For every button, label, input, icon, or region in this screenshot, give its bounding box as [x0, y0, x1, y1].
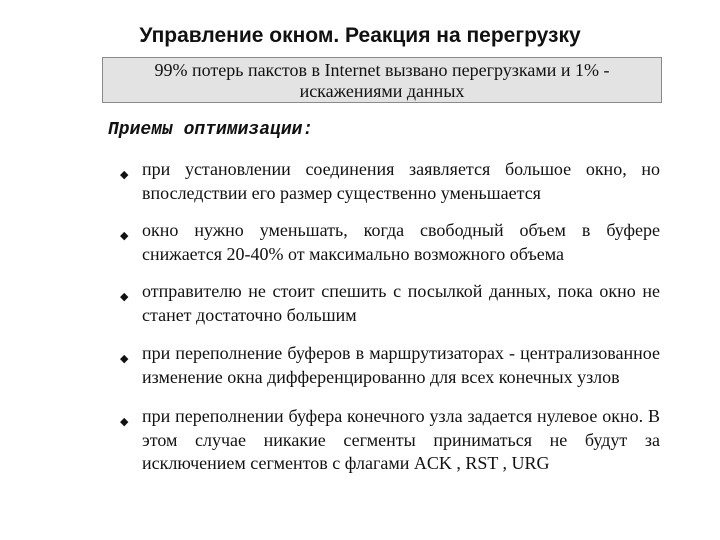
callout-box: [102, 57, 662, 103]
diamond-bullet-icon: ◆: [120, 290, 129, 303]
list-item-text: окно нужно уменьшать, когда свободный объем в буфере снижается 20-40% от максимально возможного объема: [142, 220, 660, 264]
subheading: Приемы оптимизации:: [108, 120, 314, 140]
bullet-list: [118, 158, 660, 476]
list-item-text: отправителю не стоит спешить с посылкой данных, пока окно не станет достаточно большим: [142, 281, 660, 325]
list-item: [118, 158, 660, 205]
diamond-bullet-icon: ◆: [120, 415, 129, 428]
callout-line-1: 99% потерь пакстов в Internet вызвано перегрузками и 1% -: [154, 60, 610, 80]
list-item: [118, 342, 660, 389]
diamond-bullet-icon: ◆: [120, 352, 129, 365]
list-item-text: при установлении соединения заявляется большое окно, но впоследствии его размер существенно уменьшается: [142, 159, 660, 203]
list-item-text: при переполнение буферов в маршрутизаторах - централизованное изменение окна дифференцированно для всех конечных узлов: [142, 343, 660, 387]
list-item-text: при переполнении буфера конечного узла задается нулевое окно. В этом случае никакие сегменты приниматься не будут за исключением сегментов с флагами ACK , RST , URG: [142, 406, 660, 473]
callout-line-2: искажениями данных: [299, 81, 465, 101]
diamond-bullet-icon: ◆: [120, 229, 129, 242]
diamond-bullet-icon: ◆: [120, 168, 129, 181]
list-item: [118, 219, 660, 266]
slide-title: Управление окном. Реакция на перегрузку: [139, 24, 581, 47]
list-item: [118, 280, 660, 327]
list-item: [118, 405, 660, 476]
